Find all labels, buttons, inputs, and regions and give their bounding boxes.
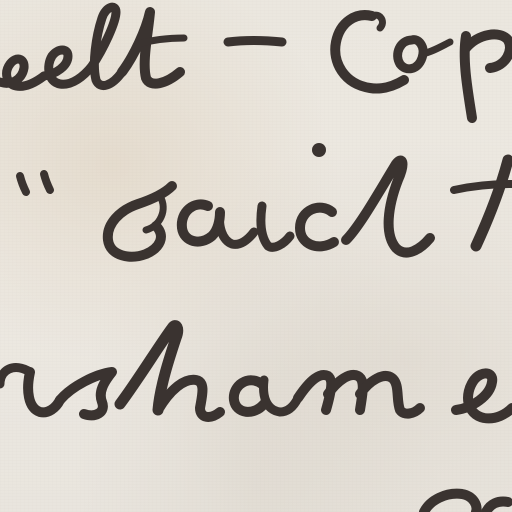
handwriting-line-1 [0, 7, 510, 118]
handwriting-line-3 [0, 326, 512, 419]
handwriting-line-4-fragment [424, 494, 508, 512]
handwriting-line-2 [20, 143, 512, 257]
